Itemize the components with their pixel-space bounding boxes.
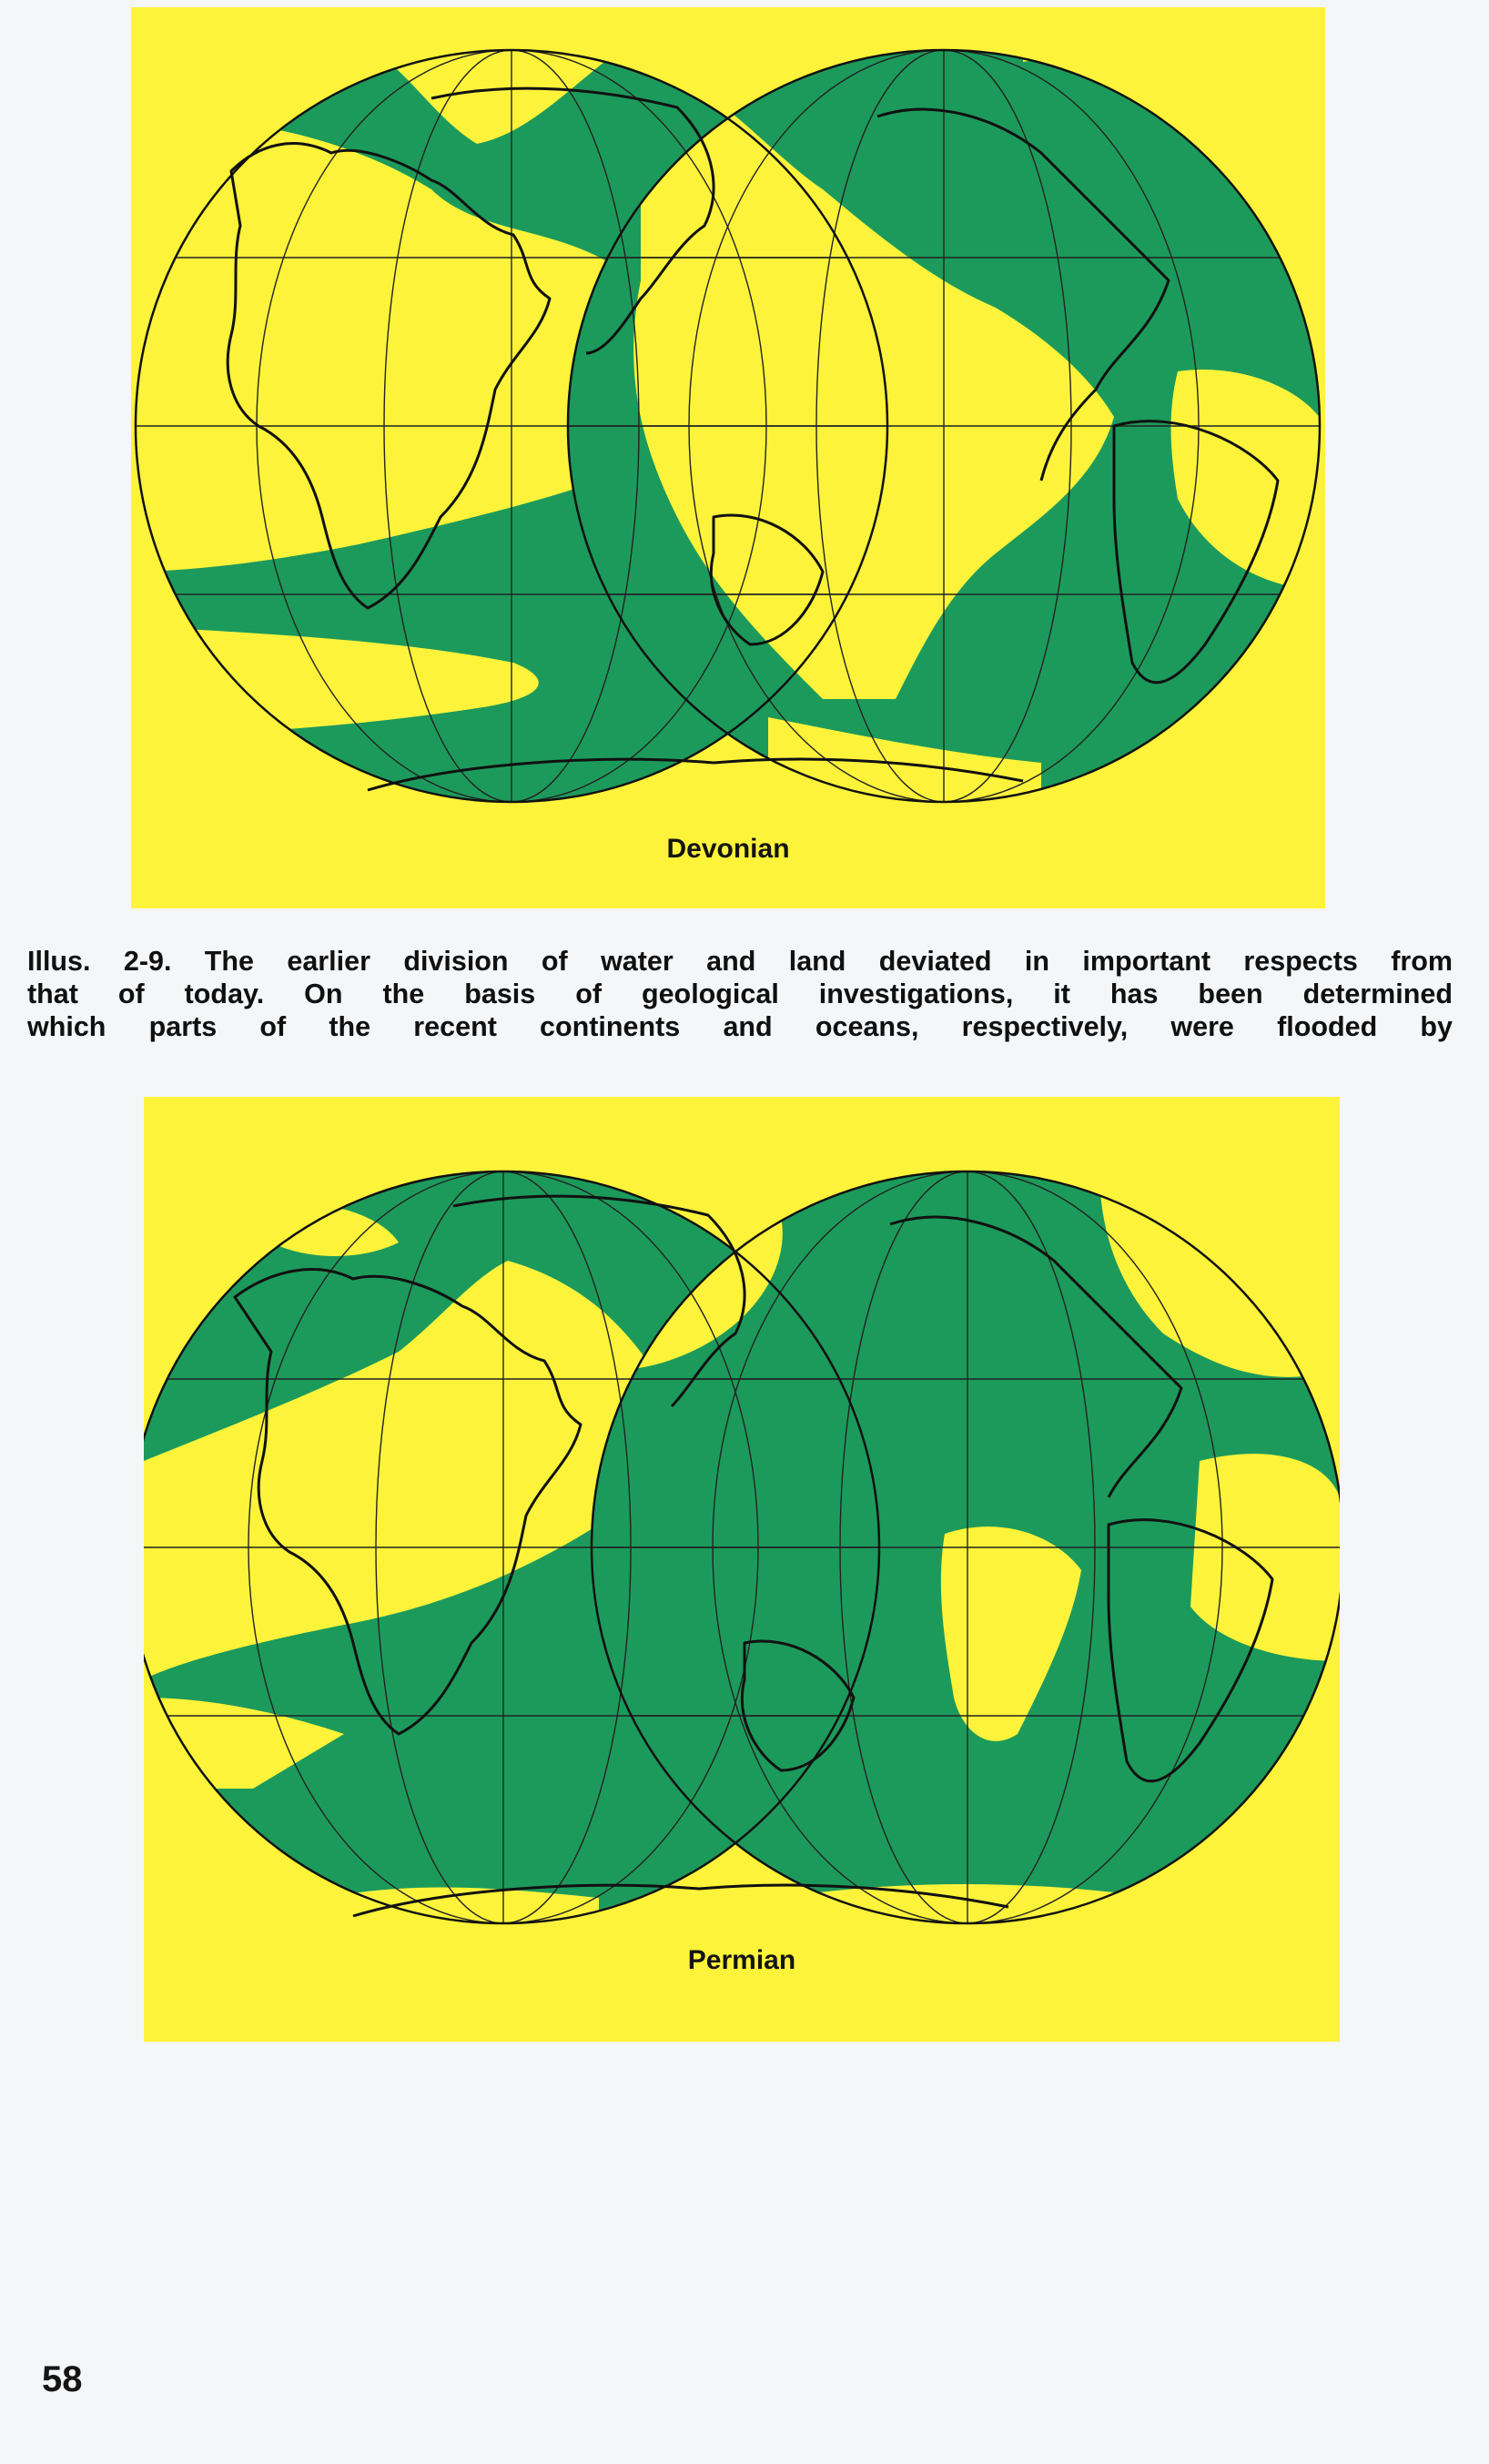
devonian-map-plate (131, 7, 1325, 908)
page-number: 58 (42, 2359, 83, 2399)
caption-line: Illus. 2-9. The earlier division of water and land deviated in important respects from (27, 946, 1453, 977)
figure-caption (27, 945, 1453, 1043)
permian-map (144, 1097, 1340, 2042)
caption-line: which parts of the recent continents and oceans, respectively, were flooded by (27, 1011, 1453, 1042)
map-title-devonian: Devonian (666, 834, 790, 864)
devonian-map (131, 7, 1325, 908)
caption-line: that of today. On the basis of geological investigations, it has been determined (27, 979, 1453, 1009)
permian-map-plate (144, 1097, 1340, 2042)
map-title-permian: Permian (687, 1945, 796, 1975)
